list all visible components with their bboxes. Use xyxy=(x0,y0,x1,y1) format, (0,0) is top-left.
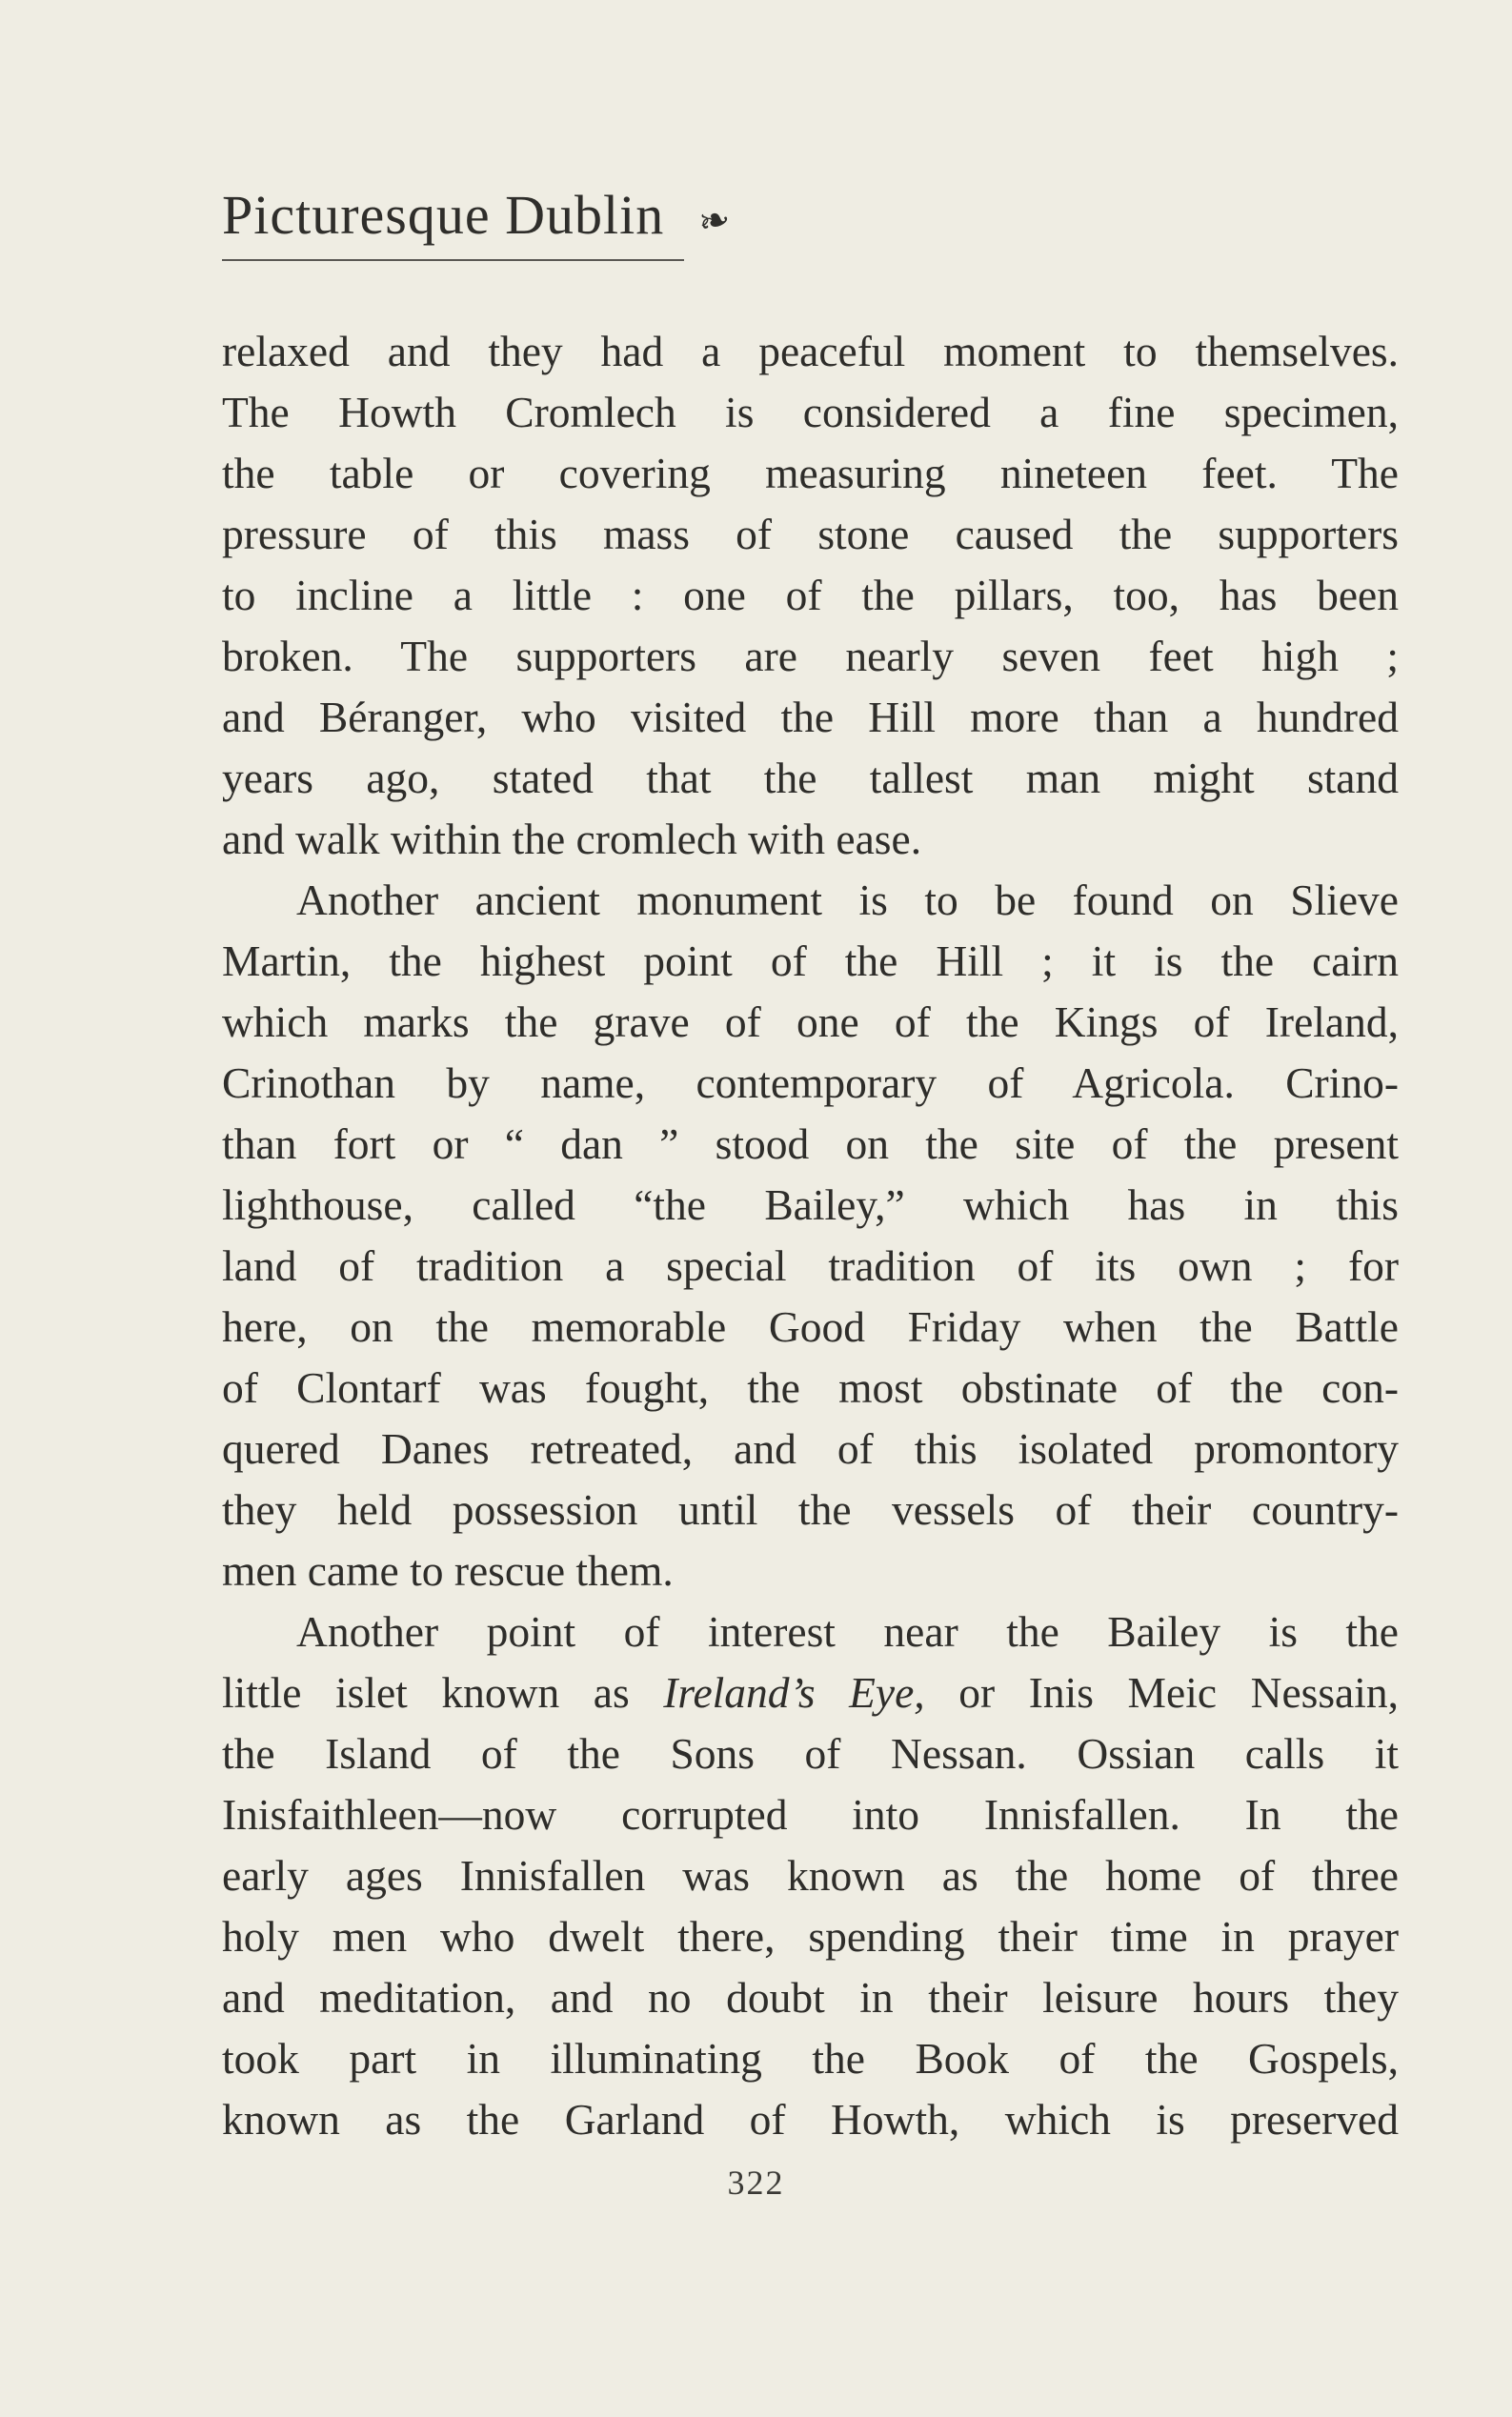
italic-place-name: Ireland’s Eye, xyxy=(663,1668,925,1717)
text-line: Another point of interest near the Bailey is the xyxy=(296,1607,1399,1656)
text-line: holy men who dwelt there, spending their time in prayer xyxy=(222,1912,1399,1961)
text-line: and walk within the cromlech with ease. xyxy=(222,815,922,863)
text-line: of Clontarf was fought, the most obstinate of the con- xyxy=(222,1363,1399,1412)
text-line: they held possession until the vessels of their country- xyxy=(222,1485,1399,1534)
text-line: the table or covering measuring nineteen feet. The xyxy=(222,449,1399,497)
text-line: years ago, stated that the tallest man might stand xyxy=(222,754,1399,802)
text-line: Inisfaithleen—now corrupted into Innisfallen. In the xyxy=(222,1790,1399,1839)
text-line: lighthouse, called “the Bailey,” which has in this xyxy=(222,1180,1399,1229)
text-line: known as the Garland of Howth, which is preserved xyxy=(222,2095,1399,2144)
text-line: and meditation, and no doubt in their leisure hours they xyxy=(222,1973,1399,2022)
header-rule xyxy=(222,259,684,261)
text-line: the Island of the Sons of Nessan. Ossian calls it xyxy=(222,1729,1399,1778)
text-line: Crinothan by name, contemporary of Agricola. Crino- xyxy=(222,1058,1399,1107)
text-fragment: or Inis Meic Nessain, xyxy=(958,1668,1400,1717)
text-line: relaxed and they had a peaceful moment to themselves. xyxy=(222,327,1399,375)
text-line: quered Danes retreated, and of this isolated promontory xyxy=(222,1424,1399,1473)
body-text xyxy=(222,321,1399,2150)
text-line: than fort or “ dan ” stood on the site of the present xyxy=(222,1119,1399,1168)
text-line: land of tradition a special tradition of its own ; for xyxy=(222,1241,1399,1290)
text-line: and Béranger, who visited the Hill more than a hundred xyxy=(222,693,1399,741)
text-line: broken. The supporters are nearly seven feet high ; xyxy=(222,632,1399,680)
text-line xyxy=(222,1662,1399,1723)
text-line: here, on the memorable Good Friday when the Battle xyxy=(222,1302,1399,1351)
text-line: to incline a little : one of the pillars, too, has been xyxy=(222,571,1399,619)
text-line: Another ancient monument is to be found on Slieve xyxy=(296,876,1399,924)
running-head xyxy=(222,183,736,247)
text-line: The Howth Cromlech is considered a fine specimen, xyxy=(222,388,1399,436)
text-line: pressure of this mass of stone caused the supporters xyxy=(222,510,1399,558)
page-number: 322 xyxy=(727,2164,785,2202)
text-fragment: little islet known as xyxy=(222,1668,630,1717)
text-line: took part in illuminating the Book of the Gospels, xyxy=(222,2034,1399,2083)
text-line: which marks the grave of one of the Kings of Ireland, xyxy=(222,997,1399,1046)
text-line: men came to rescue them. xyxy=(222,1546,674,1595)
fleuron-ornament-icon: ❧ xyxy=(694,196,736,245)
text-line: Martin, the highest point of the Hill ; it is the cairn xyxy=(222,937,1399,985)
running-title: Picturesque Dublin xyxy=(222,184,665,246)
text-line: early ages Innisfallen was known as the home of three xyxy=(222,1851,1399,1900)
